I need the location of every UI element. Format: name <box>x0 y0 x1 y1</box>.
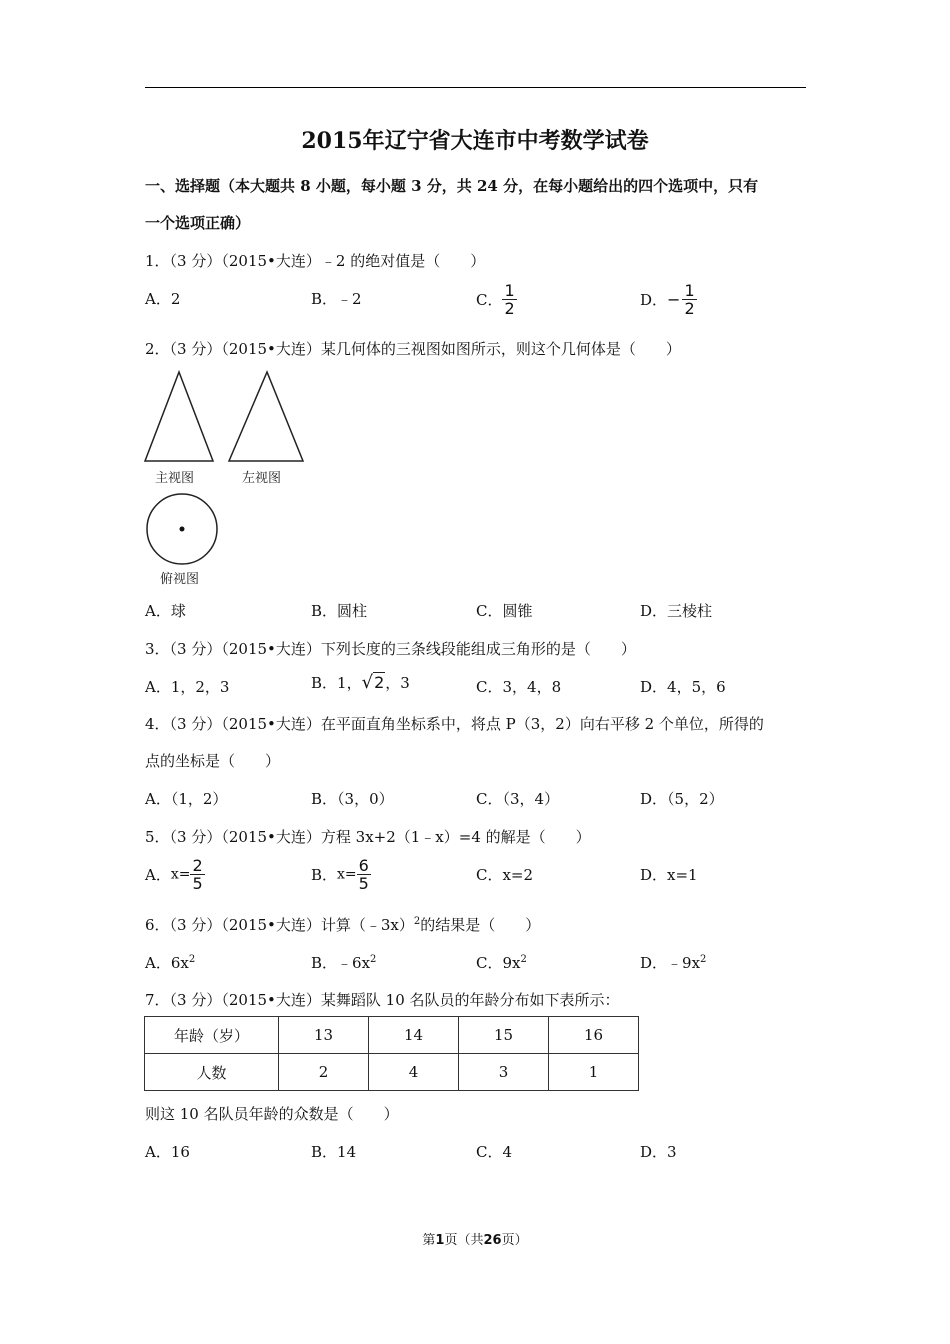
fraction-denominator: 5 <box>192 874 203 893</box>
q6-option-c <box>476 952 527 973</box>
left-view-triangle <box>229 372 303 461</box>
fraction-numerator: 1 <box>504 281 515 300</box>
q2-option-b: B．圆柱 <box>311 602 368 620</box>
q6-option-a <box>145 952 195 973</box>
q6-option-c-text: C．9x <box>476 954 521 972</box>
q7-option-c: C．4 <box>476 1143 513 1161</box>
top-view-label: 俯视图 <box>160 572 200 587</box>
q5-option-a-label: A． <box>145 866 171 884</box>
fraction-numerator: 1 <box>684 281 695 300</box>
front-view-triangle <box>145 372 213 461</box>
header-rule <box>145 87 806 88</box>
table-cell: 15 <box>459 1017 549 1054</box>
q7-option-b: B．14 <box>311 1143 357 1161</box>
q5-option-b <box>311 857 371 892</box>
q1-stem: 1．（3 分）（2015•大连）﹣2 的绝对值是（ ） <box>145 252 486 270</box>
q5-option-b-pre: x= <box>337 866 357 883</box>
left-view-label: 左视图 <box>242 471 282 486</box>
q3-option-b-pre: B．1， <box>311 674 362 692</box>
q4-option-b: B．（3，0） <box>311 790 394 808</box>
q7-option-d: D．3 <box>640 1143 677 1161</box>
fraction-denominator: 2 <box>684 299 695 318</box>
q3-option-d: D．4，5，6 <box>640 678 726 696</box>
q6-stem-post: 的结果是（ ） <box>420 916 541 934</box>
section-heading-line2: 一个选项正确） <box>145 214 251 232</box>
top-view-center-dot <box>180 527 185 532</box>
q1-option-d-label: D． <box>640 291 668 309</box>
table-row <box>145 1054 639 1091</box>
age-distribution-table <box>144 1016 639 1091</box>
q4-option-a: A．（1，2） <box>145 790 228 808</box>
exponent: 2 <box>188 954 196 965</box>
q6-stem-pre: 6．（3 分）（2015•大连）计算（﹣3x） <box>145 916 414 934</box>
q3-option-a: A．1，2，3 <box>145 678 230 696</box>
q3-option-c: C．3，4，8 <box>476 678 562 696</box>
fraction-numerator: 6 <box>358 856 369 875</box>
table-cell: 1 <box>549 1054 639 1091</box>
q4-stem-line1: 4．（3 分）（2015•大连）在平面直角坐标系中，将点 P（3，2）向右平移 2 个单位，所得的 <box>145 715 764 733</box>
q3-option-b-post: ，3 <box>385 674 410 692</box>
table-cell-header: 人数 <box>145 1054 279 1091</box>
table-cell: 4 <box>369 1054 459 1091</box>
q2-option-d: D．三棱柱 <box>640 602 713 620</box>
footer-total-pages: 26 <box>483 1233 502 1248</box>
exponent: 2 <box>370 954 377 965</box>
table-cell: 16 <box>549 1017 639 1054</box>
sqrt-radicand: 2 <box>374 673 385 692</box>
q5-option-d: D．x=1 <box>640 866 698 884</box>
q6-option-b-text: B．﹣6x <box>311 954 371 972</box>
q5-option-b-label: B． <box>311 866 338 884</box>
q5-option-a-fraction <box>190 857 204 892</box>
q1-option-d <box>640 282 697 317</box>
q6-stem <box>145 914 540 935</box>
q1-option-c-fraction <box>502 282 516 317</box>
front-view-label: 主视图 <box>155 471 195 486</box>
q4-option-c: C．（3，4） <box>476 790 560 808</box>
footer-mid: 页（共 <box>444 1233 484 1248</box>
minus-sign: − <box>667 290 681 309</box>
q3-stem: 3．（3 分）（2015•大连）下列长度的三条线段能组成三角形的是（ ） <box>145 640 636 658</box>
fraction-numerator: 2 <box>192 856 203 875</box>
table-cell: 3 <box>459 1054 549 1091</box>
q6-option-d-text: D．﹣9x <box>640 954 701 972</box>
q7-stem: 7．（3 分）（2015•大连）某舞蹈队 10 名队员的年龄分布如下表所示： <box>145 991 620 1009</box>
q4-option-d: D．（5，2） <box>640 790 724 808</box>
exponent: 2 <box>700 954 707 965</box>
q5-stem: 5．（3 分）（2015•大连）方程 3x+2（1﹣x）=4 的解是（ ） <box>145 828 591 846</box>
table-row <box>145 1017 639 1054</box>
footer-page-number: 1 <box>435 1233 445 1248</box>
q5-option-a-pre: x= <box>170 866 191 883</box>
table-cell: 2 <box>279 1054 369 1091</box>
q4-stem-line2: 点的坐标是（ ） <box>145 752 281 770</box>
sqrt-symbol: √2 <box>361 672 385 693</box>
page-footer <box>0 1229 950 1248</box>
fraction-denominator: 2 <box>504 299 515 318</box>
q5-option-a <box>145 857 205 892</box>
section-heading-line1: 一、选择题（本大题共 8 小题，每小题 3 分，共 24 分，在每小题给出的四个选项中，只有 <box>145 177 759 195</box>
fraction-denominator: 5 <box>358 874 369 893</box>
q6-option-d <box>640 952 706 973</box>
q2-option-a: A．球 <box>145 602 186 620</box>
exponent: 2 <box>520 954 527 965</box>
q2-stem: 2．（3 分）（2015•大连）某几何体的三视图如图所示，则这个几何体是（ ） <box>145 340 681 358</box>
q1-option-d-fraction <box>682 282 696 317</box>
q1-option-a: A．2 <box>145 290 181 308</box>
q6-stem-exponent: 2 <box>413 916 421 927</box>
q2-option-c: C．圆锥 <box>476 602 533 620</box>
table-cell: 13 <box>279 1017 369 1054</box>
table-cell: 14 <box>369 1017 459 1054</box>
q1-option-c-label: C． <box>476 291 503 309</box>
footer-post: 页） <box>501 1233 528 1248</box>
page-title: 2015年辽宁省大连市中考数学试卷 <box>301 128 649 154</box>
q7-option-a: A．16 <box>145 1143 190 1161</box>
q7-question: 则这 10 名队员年龄的众数是（ ） <box>145 1105 399 1123</box>
q6-option-a-text: A．6x <box>145 954 189 972</box>
table-cell-header: 年龄（岁） <box>145 1017 279 1054</box>
footer-pre: 第 <box>422 1233 436 1248</box>
q5-option-c: C．x=2 <box>476 866 534 884</box>
q3-option-b <box>311 672 410 693</box>
q1-option-b: B．﹣2 <box>311 290 362 308</box>
q6-option-b <box>311 952 376 973</box>
q5-option-b-fraction <box>357 857 371 892</box>
q1-option-c <box>476 282 517 317</box>
